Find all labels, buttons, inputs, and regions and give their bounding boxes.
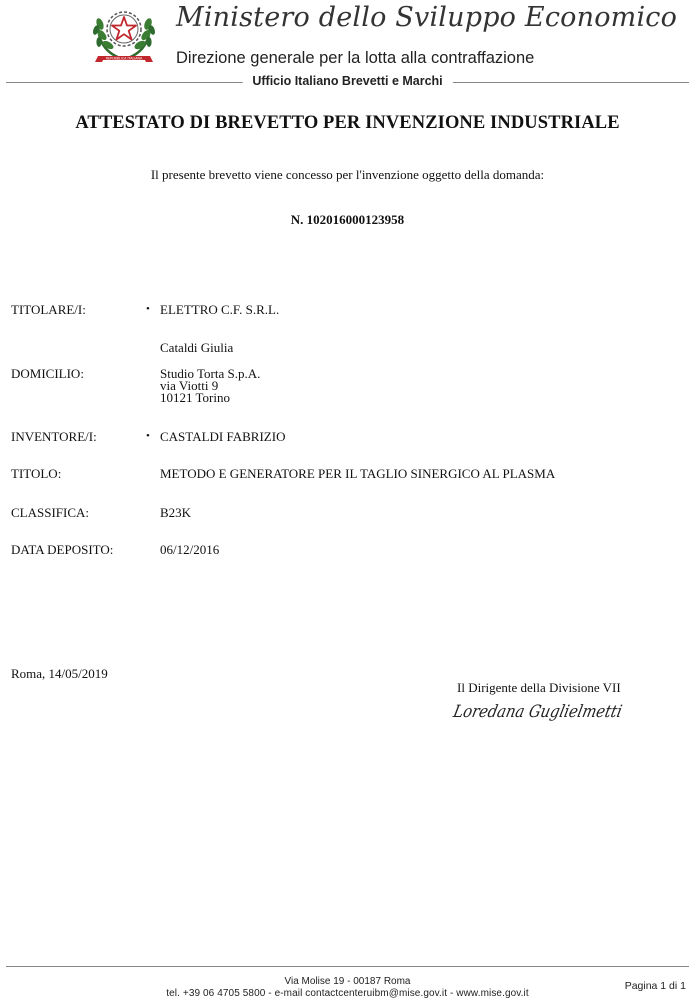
office-label: Ufficio Italiano Brevetti e Marchi bbox=[242, 74, 452, 88]
inventore-value: CASTALDI FABRIZIO bbox=[160, 429, 286, 444]
footer-divider bbox=[6, 966, 689, 967]
svg-text:Loredana Guglielmetti: Loredana Guglielmetti bbox=[451, 702, 650, 722]
bullet-icon: • bbox=[146, 430, 150, 442]
titolo-value: METODO E GENERATORE PER IL TAGLIO SINERGICO AL PLASMA bbox=[160, 466, 556, 481]
italian-republic-emblem-icon bbox=[90, 0, 158, 68]
place-date: Roma, 14/05/2019 bbox=[11, 666, 108, 681]
document-heading: ATTESTATO DI BREVETTO PER INVENZIONE INDUSTRIALE bbox=[75, 113, 620, 133]
bullet-icon: • bbox=[146, 303, 150, 315]
classifica-value: B23K bbox=[160, 505, 192, 520]
footer-contact: tel. +39 06 4705 5800 - e-mail contactcenteruibm@mise.gov.it - www.mise.gov.it bbox=[166, 988, 529, 999]
domicilio-line2: via Viotti 9 bbox=[160, 378, 219, 393]
ministry-title: Ministero dello Sviluppo Economico bbox=[176, 2, 678, 33]
inventore-label: INVENTORE/I: bbox=[11, 429, 97, 444]
direction-title: Direzione generale per la lotta alla contraffazione bbox=[176, 49, 535, 67]
signer-title: Il Dirigente della Divisione VII bbox=[457, 680, 621, 695]
classifica-label: CLASSIFICA: bbox=[11, 505, 90, 520]
domicilio-line1: Studio Torta S.p.A. bbox=[160, 366, 261, 381]
signature-image bbox=[451, 696, 650, 731]
data-deposito-value: 06/12/2016 bbox=[160, 542, 220, 557]
page-indicator: Pagina 1 di 1 bbox=[624, 980, 686, 992]
intro-text: Il presente brevetto viene concesso per l'invenzione oggetto della domanda: bbox=[150, 167, 545, 182]
domicilio-label: DOMICILIO: bbox=[11, 366, 84, 381]
titolo-label: TITOLO: bbox=[11, 466, 62, 481]
attorney-name: Cataldi Giulia bbox=[160, 340, 234, 355]
svg-text:REPUBBLICA ITALIANA: REPUBBLICA ITALIANA bbox=[105, 56, 143, 61]
titolare-label: TITOLARE/I: bbox=[11, 302, 86, 317]
titolare-value: ELETTRO C.F. S.R.L. bbox=[160, 302, 280, 317]
footer-address: Via Molise 19 - 00187 Roma bbox=[284, 976, 411, 987]
domicilio-line3: 10121 Torino bbox=[160, 390, 230, 405]
patent-number: N. 102016000123958 bbox=[290, 212, 405, 227]
data-deposito-label: DATA DEPOSITO: bbox=[11, 542, 114, 557]
